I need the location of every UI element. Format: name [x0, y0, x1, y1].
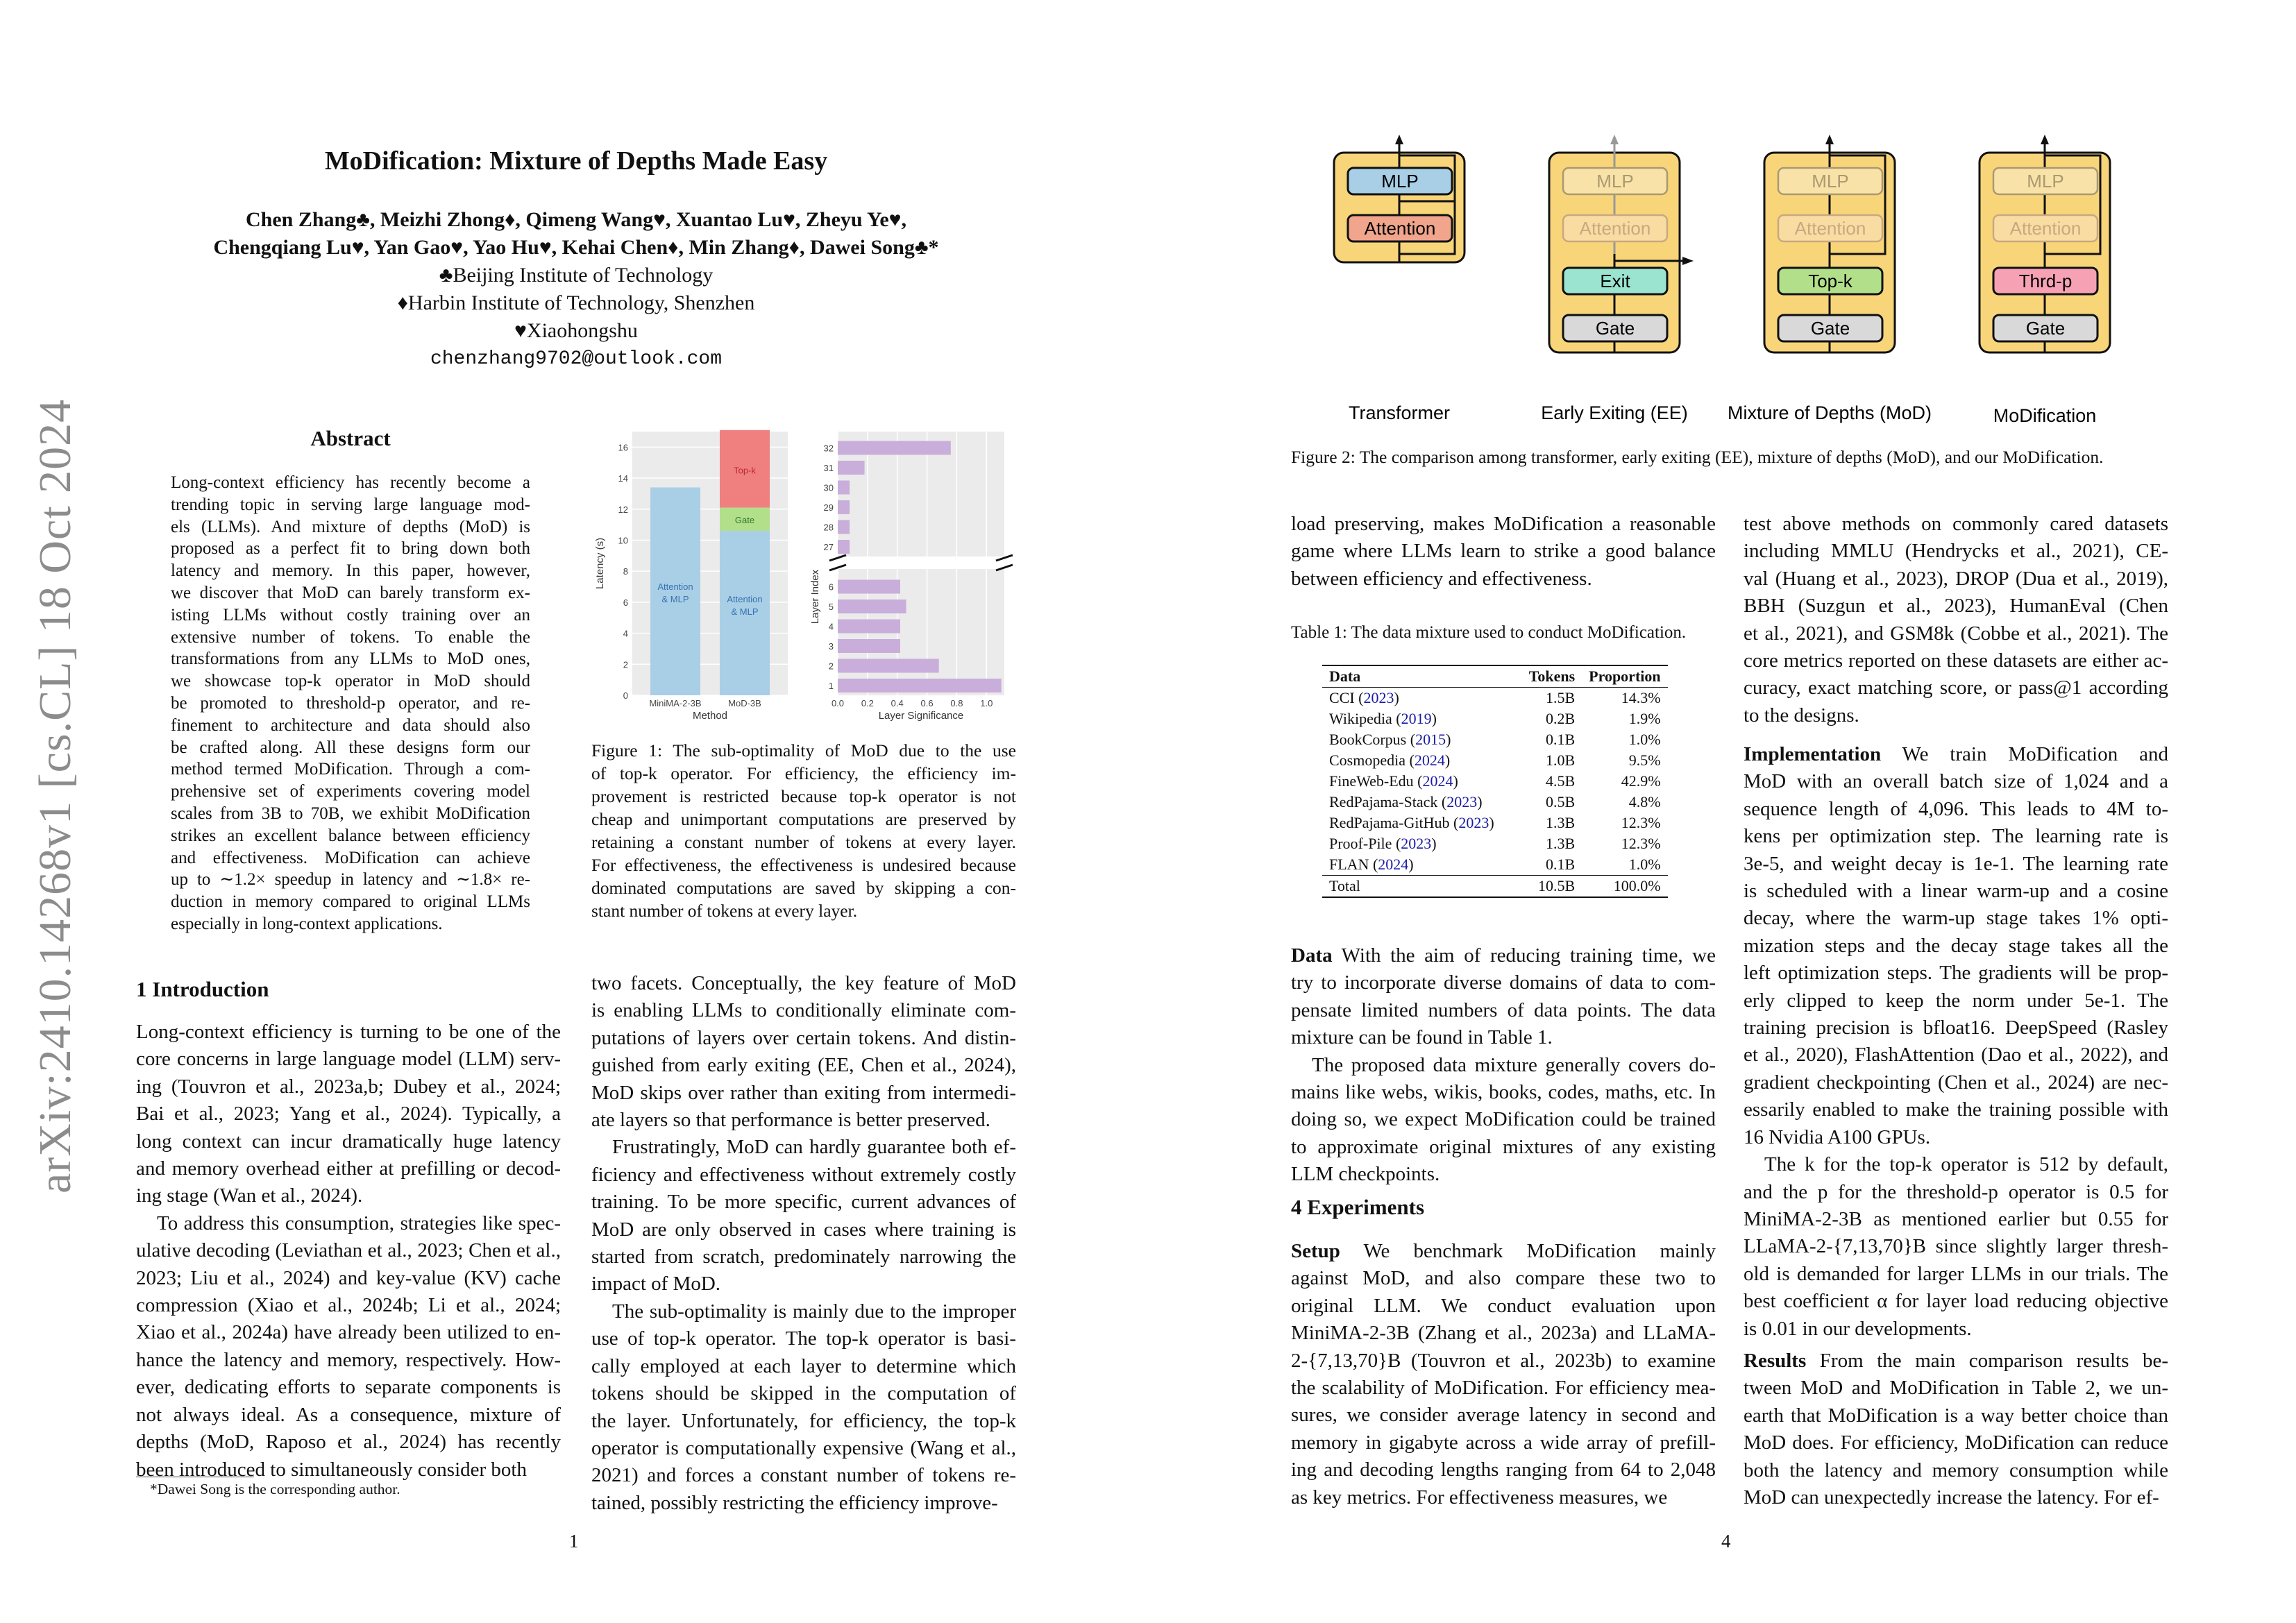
- x-axis-label: Method: [692, 710, 728, 722]
- text-line: sequence length of 4,096. This leads to 4M to-: [1744, 797, 2168, 820]
- text-line: game where LLMs learn to strike a good balance: [1291, 540, 1716, 563]
- y-axis-label: Latency (s): [594, 537, 606, 590]
- text-line: two facets. Conceptually, the key feature of MoD: [591, 972, 1016, 994]
- table-header-data: Data: [1329, 668, 1361, 685]
- svg-text:Attention: Attention: [2009, 218, 2082, 239]
- modification-diagram: [1980, 135, 2110, 352]
- bar: [838, 659, 939, 673]
- y-tick-label: 8: [623, 566, 628, 577]
- text-line: earth that MoDification is a way better choice than: [1744, 1404, 2168, 1427]
- table-cell: 0.1B: [1545, 856, 1576, 873]
- implementation-paragraph: [1744, 741, 2168, 1343]
- table-cell: 1.0%: [1628, 731, 1661, 748]
- text-line: transformations from any LLMs to MoD ones,: [171, 649, 530, 669]
- text-line: Setup We benchmark MoDification mainly: [1291, 1240, 1716, 1262]
- text-line: core concerns in large language model (LLM) serv-: [136, 1048, 561, 1071]
- text-line: core metrics reported on these datasets are either ac-: [1744, 649, 2168, 672]
- text-line: stant number of tokens at every layer.: [591, 901, 858, 921]
- text-line: MiniMA-2-3B as mentioned earlier but 0.55 for: [1744, 1207, 2168, 1230]
- text-line: compression (Xiao et al., 2024b; Li et al., 2024;: [136, 1294, 561, 1317]
- table-total-proportion: 100.0%: [1613, 877, 1661, 894]
- y-tick-label: 29: [823, 502, 834, 513]
- svg-text:Attention: Attention: [1794, 218, 1866, 239]
- bar: [838, 639, 900, 653]
- right-col2-text: [1744, 511, 2168, 729]
- text-line: ficiency and effectiveness without extremely costly: [591, 1163, 1016, 1186]
- y-tick-label: 3: [828, 641, 834, 652]
- text-line: memory in gigabyte across a wide array of prefill-: [1291, 1431, 1716, 1454]
- svg-text:Top-k: Top-k: [1808, 271, 1852, 291]
- text-line: to the designs.: [1744, 704, 1859, 726]
- transformer-diagram: [1334, 135, 1464, 262]
- table-cell: FLAN (2024): [1329, 856, 1414, 873]
- table-total-label: Total: [1329, 877, 1360, 894]
- table-cell: RedPajama-GitHub (2023): [1329, 814, 1494, 831]
- y-tick-label: 4: [623, 628, 628, 639]
- text-line: of top-k operator. For efficiency, the efficiency im-: [591, 763, 1016, 783]
- text-line: Implementation We train MoDification and: [1744, 743, 2168, 765]
- text-line: not always ideal. As a consequence, mixture of: [136, 1403, 561, 1426]
- early-exiting-diagram: [1549, 135, 1694, 352]
- attention-label: Attention: [1364, 218, 1436, 239]
- text-line: impact of MoD.: [591, 1273, 721, 1295]
- intro-text: [136, 1019, 561, 1484]
- text-line: duction in memory compared to original LLMs: [171, 892, 530, 912]
- text-line: hance the latency and memory, respectively. How-: [136, 1348, 561, 1371]
- table-1-caption: Table 1: The data mixture used to conduct MoDification.: [1291, 623, 1687, 642]
- bar: [838, 520, 850, 534]
- text-line: kens per optimization step. The learning rate is: [1744, 825, 2168, 848]
- text-line: erly clipped to keep the norm under 5e-1. The: [1744, 989, 2168, 1012]
- text-line: been introduced to simultaneously consider both: [136, 1458, 527, 1481]
- table-cell: 1.5B: [1545, 689, 1576, 706]
- affiliation-1: ♣Beijing Institute of Technology: [439, 264, 714, 287]
- text-line: ing stage (Wan et al., 2024).: [136, 1184, 363, 1207]
- text-line: extensive number of tokens. To enable the: [171, 627, 530, 647]
- text-line: guished from early exiting (EE, Chen et al., 2024),: [591, 1054, 1016, 1077]
- table-row: [1322, 854, 1668, 876]
- table-row: [1322, 708, 1668, 729]
- table-cell: 12.3%: [1621, 814, 1661, 831]
- mlp-label: MLP: [1381, 171, 1419, 192]
- text-line: ever, dedicating efforts to separate components is: [136, 1376, 561, 1399]
- page-number-left: 1: [569, 1531, 579, 1552]
- x-tick-label: 0.6: [920, 698, 934, 708]
- text-line: between efficiency and effectiveness.: [1291, 567, 1592, 590]
- y-tick-label: 10: [618, 535, 628, 546]
- bar: [838, 540, 850, 554]
- table-row: [1322, 813, 1668, 833]
- table-header-tokens: Tokens: [1528, 668, 1576, 685]
- abstract-heading: Abstract: [310, 426, 391, 450]
- text-line: els (LLMs). And mixture of depths (MoD) is: [171, 517, 530, 536]
- text-line: MoD skips over rather than exiting from intermedi-: [591, 1081, 1016, 1104]
- svg-text:Thrd-p: Thrd-p: [2018, 271, 2073, 291]
- x-tick-label: MoD-3B: [728, 698, 761, 708]
- text-line: and effectiveness. MoDification can achieve: [171, 848, 530, 867]
- table-1: [1322, 665, 1668, 898]
- text-line: up to ∼1.2× speedup in latency and ∼1.8× re-: [171, 870, 530, 890]
- figure-1-caption: [591, 739, 1016, 922]
- table-cell: 0.1B: [1545, 731, 1576, 748]
- text-line: Long-context efficiency has recently become a: [171, 473, 530, 492]
- text-line: use of top-k operator. The top-k operator is basi-: [591, 1327, 1016, 1350]
- svg-text:Exit: Exit: [1600, 271, 1630, 291]
- text-line: The sub-optimality is mainly due to the improper: [612, 1300, 1016, 1323]
- table-cell: 1.9%: [1628, 710, 1661, 727]
- text-line: prehensive set of experiments covering model: [171, 782, 530, 801]
- text-line: putations of layers over certain tokens. And distin-: [591, 1026, 1016, 1049]
- table-row: [1322, 750, 1668, 771]
- text-line: we discover that MoD can barely transform ex-: [171, 583, 530, 602]
- bar: [838, 461, 865, 475]
- y-tick-label: 16: [618, 442, 628, 453]
- text-line: doing so, we expect MoDification could be trained: [1291, 1108, 1716, 1131]
- table-cell: 42.9%: [1621, 772, 1661, 790]
- y-tick-label: 28: [823, 522, 834, 533]
- data-paragraph: [1291, 942, 1716, 1189]
- text-line: is scheduled with a linear warm-up and a cosine: [1744, 880, 2168, 903]
- text-line: mization steps and the decay stage takes all the: [1744, 934, 2168, 957]
- table-cell: 1.0%: [1628, 856, 1661, 873]
- text-line: 2-{7,13,70}B (Touvron et al., 2023b) to examine: [1291, 1349, 1716, 1372]
- experiments-heading: 4 Experiments: [1291, 1195, 1425, 1219]
- y-tick-label: 1: [828, 681, 834, 691]
- text-line: curacy, exact matching score, or pass@1 according: [1744, 677, 2168, 699]
- footnote: *Dawei Song is the corresponding author.: [150, 1481, 400, 1497]
- text-line: 2021) and forces a constant number of tokens re-: [591, 1464, 1016, 1487]
- text-line: tween MoD and MoDification in Table 2, we un-: [1744, 1377, 2168, 1400]
- text-line: is 0.01 in our developments.: [1744, 1317, 1972, 1340]
- mixture-of-depths-diagram: [1764, 135, 1895, 352]
- left-page-column-2-text: [591, 970, 1016, 1517]
- text-line: The k for the top-k operator is 512 by default,: [1764, 1153, 2168, 1176]
- text-line: Figure 1: The sub-optimality of MoD due to the use: [591, 740, 1016, 760]
- table-cell: 1.0B: [1545, 751, 1576, 769]
- affiliation-3: ♥Xiaohongshu: [514, 319, 638, 342]
- paper-title: MoDification: Mixture of Depths Made Easy: [324, 146, 828, 176]
- x-axis-label: Layer Significance: [878, 710, 964, 722]
- text-line: isting LLMs without costly training over an: [171, 605, 530, 624]
- text-line: is enabling LLMs to conditionally eliminate com-: [591, 999, 1016, 1022]
- text-line: 2023; Liu et al., 2024) and key-value (KV) cache: [136, 1266, 561, 1289]
- setup-paragraph: [1291, 1238, 1716, 1511]
- bar: [838, 580, 900, 594]
- text-line: provement is restricted because top-k operator is not: [591, 786, 1016, 806]
- page-number-right: 4: [1721, 1531, 1731, 1552]
- text-line: and the p for the threshold-p operator is 0.5 for: [1744, 1180, 2168, 1203]
- table-cell: 0.5B: [1545, 793, 1576, 810]
- table-cell: Proof-Pile (2023): [1329, 835, 1437, 852]
- y-tick-label: 14: [618, 473, 628, 484]
- text-line: the scalability of MoDification. For efficiency mea-: [1291, 1377, 1716, 1400]
- text-line: both the latency and memory consumption while: [1744, 1459, 2168, 1481]
- text-line: best coefficient α for layer load reducing objective: [1744, 1290, 2168, 1313]
- text-line: load preserving, makes MoDification a reasonable: [1291, 513, 1716, 535]
- text-line: finement to architecture and data should also: [171, 715, 530, 735]
- table-cell: BookCorpus (2015): [1329, 731, 1451, 748]
- text-line: left optimization steps. The gradients will be prop-: [1744, 962, 2168, 985]
- bar: [838, 600, 906, 613]
- text-line: to approximate original mixtures of any existing: [1291, 1135, 1716, 1158]
- affiliation-2: ♦Harbin Institute of Technology, Shenzhen: [397, 291, 755, 314]
- authors-line-2: Chengqiang Lu♥, Yan Gao♥, Yao Hu♥, Kehai Chen♦, Min Zhang♦, Dawei Song♣*: [213, 236, 939, 259]
- text-line: et al., 2020), FlashAttention (Dao et al., 2022), and: [1744, 1044, 2168, 1067]
- svg-text:Gate: Gate: [1810, 318, 1850, 339]
- text-line: Results From the main comparison results be-: [1744, 1350, 2168, 1372]
- abstract-text: [171, 472, 530, 935]
- bar: [838, 481, 850, 495]
- text-line: latency and memory. In this paper, however,: [171, 561, 530, 581]
- text-line: scales from 3B to 70B, we exhibit MoDification: [171, 804, 530, 823]
- text-line: cheap and unimportant computations are preserved by: [591, 809, 1016, 829]
- text-line: long context can incur dramatically huge latency: [136, 1130, 561, 1153]
- right-col1-top-text: [1291, 511, 1716, 593]
- table-cell: 12.3%: [1621, 835, 1661, 852]
- table-cell: 4.5B: [1545, 772, 1576, 790]
- text-line: strikes an excellent balance between efficiency: [171, 826, 530, 845]
- table-cell: Wikipedia (2019): [1329, 710, 1437, 727]
- text-line: training. To be more specific, current advances of: [591, 1191, 1016, 1214]
- text-line: including MMLU (Hendrycks et al., 2021), CE-: [1744, 540, 2168, 563]
- table-row: [1322, 833, 1668, 854]
- text-line: 3e-5, and weight decay is 1e-1. The learning rate: [1744, 852, 2168, 875]
- text-line: as key metrics. For effectiveness measures, we: [1291, 1486, 1668, 1509]
- table-cell: Cosmopedia (2024): [1329, 751, 1451, 769]
- intro-heading: 1 Introduction: [136, 977, 269, 1001]
- y-tick-label: 0: [623, 690, 628, 701]
- text-line: Xiao et al., 2024a) have already been utilized to en-: [136, 1321, 561, 1344]
- arxiv-identifier: arXiv:2410.14268v1 [cs.CL] 18 Oct 2024: [30, 398, 81, 1193]
- table-row: [1322, 729, 1668, 750]
- text-line: test above methods on commonly cared datasets: [1744, 513, 2168, 535]
- text-line: depths (MoD, Raposo et al., 2024) has recently: [136, 1431, 561, 1454]
- x-tick-label: 0.2: [861, 698, 874, 708]
- x-tick-label: 0.8: [950, 698, 963, 708]
- y-tick-label: 12: [618, 504, 628, 515]
- bar: [838, 441, 951, 455]
- svg-text:MLP: MLP: [2027, 171, 2064, 192]
- text-line: started from scratch, predominately narrowing the: [591, 1246, 1016, 1268]
- x-tick-label: 0.0: [831, 698, 845, 708]
- results-paragraph: [1744, 1348, 2168, 1511]
- y-axis-label: Layer Index: [809, 569, 821, 624]
- text-line: ulative decoding (Leviathan et al., 2023; Chen et al.,: [136, 1239, 561, 1262]
- table-cell: 1.3B: [1545, 814, 1576, 831]
- x-tick-label: 0.4: [890, 698, 904, 708]
- text-line: especially in long-context applications.: [171, 914, 443, 933]
- email: chenzhang9702@outlook.com: [430, 348, 723, 370]
- bar-label: & MLP: [661, 593, 689, 604]
- text-line: BBH (Suzgun et al., 2023), HumanEval (Chen: [1744, 595, 2168, 618]
- svg-text:MLP: MLP: [1812, 171, 1849, 192]
- text-line: dominated computations are saved by skipping a con-: [591, 878, 1016, 898]
- figure-1: [593, 423, 1024, 729]
- y-tick-label: 6: [623, 597, 628, 608]
- text-line: old is demanded for larger LLMs in our trials. The: [1744, 1262, 2168, 1285]
- text-line: MoD does. For efficiency, MoDification can reduce: [1744, 1431, 2168, 1454]
- y-tick-label: 6: [828, 581, 834, 593]
- svg-text:Gate: Gate: [1595, 318, 1635, 339]
- text-line: val (Huang et al., 2023), DROP (Dua et al., 2019),: [1744, 567, 2168, 590]
- bar-label: Gate: [734, 514, 755, 525]
- text-line: ate layers so that performance is better preserved.: [591, 1109, 990, 1132]
- text-line: 16 Nvidia A100 GPUs.: [1744, 1125, 1931, 1148]
- svg-text:Attention: Attention: [1579, 218, 1651, 239]
- y-tick-label: 5: [828, 602, 834, 612]
- bar-label: Attention: [727, 593, 763, 604]
- text-line: mains like webs, wikis, books, codes, maths, etc. In: [1291, 1081, 1716, 1104]
- text-line: and memory overhead either at prefilling or decod-: [136, 1157, 561, 1180]
- text-line: For effectiveness, the effectiveness is undesired because: [591, 855, 1016, 875]
- text-line: try to incorporate diverse domains of data to com-: [1291, 971, 1716, 994]
- text-line: tained, possibly restricting the efficiency improve-: [591, 1491, 998, 1514]
- bar-label: & MLP: [731, 606, 759, 617]
- layer-significance-chart: [809, 432, 1013, 722]
- text-line: trending topic in serving large language mod-: [171, 495, 530, 514]
- table-row: [1322, 771, 1668, 792]
- text-line: Long-context efficiency is turning to be one of the: [136, 1021, 561, 1043]
- table-cell: RedPajama-Stack (2023): [1329, 793, 1483, 810]
- table-header-proportion: Proportion: [1589, 668, 1661, 685]
- table-total-tokens: 10.5B: [1537, 877, 1576, 894]
- text-line: cally employed at each layer to determine which: [591, 1354, 1016, 1377]
- x-tick-label: MiniMA-2-3B: [649, 698, 702, 708]
- figure-2: [1319, 132, 2152, 437]
- table-cell: 4.8%: [1628, 793, 1661, 810]
- table-cell: 0.2B: [1545, 710, 1576, 727]
- authors-line-1: Chen Zhang♣, Meizhi Zhong♦, Qimeng Wang♥, Xuantao Lu♥, Zheyu Ye♥,: [246, 208, 906, 231]
- table-cell: FineWeb-Edu (2024): [1329, 772, 1458, 790]
- text-line: MiniMA-2-3B (Zhang et al., 2023a) and LLaMA-: [1291, 1322, 1716, 1345]
- table-row: [1322, 792, 1668, 813]
- text-line: original LLM. We conduct evaluation upon: [1291, 1294, 1716, 1317]
- bar-label: Attention: [657, 581, 693, 592]
- y-tick-label: 32: [823, 443, 834, 454]
- y-tick-label: 2: [828, 661, 834, 672]
- text-line: against MoD, and also compare these two to: [1291, 1267, 1716, 1290]
- text-line: To address this consumption, strategies like spec-: [157, 1212, 561, 1234]
- text-line: LLM checkpoints.: [1291, 1163, 1440, 1186]
- bar: [838, 620, 900, 634]
- bar-label: Top-k: [734, 465, 756, 476]
- latency-chart: [594, 430, 788, 722]
- text-line: Bai et al., 2023; Yang et al., 2024). Typically, a: [136, 1103, 561, 1125]
- y-tick-label: 27: [823, 542, 834, 552]
- text-line: training precision is bfloat16. DeepSpeed (Rasley: [1744, 1017, 2168, 1039]
- y-tick-label: 30: [823, 482, 834, 493]
- text-line: gradient checkpointing (Chen et al., 2024) are nec-: [1744, 1071, 2168, 1094]
- label-mod: Mixture of Depths (MoD): [1727, 402, 1932, 423]
- text-line: Frustratingly, MoD can hardly guarantee both ef-: [612, 1136, 1016, 1159]
- svg-text:MLP: MLP: [1596, 171, 1634, 192]
- text-line: MoD can unexpectedly increase the latency. For ef-: [1744, 1486, 2159, 1509]
- text-line: MoD with an overall batch size of 1,024 and a: [1744, 770, 2168, 793]
- table-row: [1322, 688, 1668, 709]
- text-line: proposed as a perfect fit to bring down both: [171, 539, 530, 559]
- text-line: sures, we consider average latency in second and: [1291, 1404, 1716, 1427]
- label-transformer: Transformer: [1348, 402, 1451, 423]
- text-line: essarily enabled to make the training possible with: [1744, 1098, 2168, 1121]
- y-tick-label: 31: [823, 463, 834, 473]
- x-tick-label: 1.0: [980, 698, 993, 708]
- text-line: decay, where the warm-up stage takes 1% opti-: [1744, 907, 2168, 930]
- figure-2-caption: Figure 2: The comparison among transformer, early exiting (EE), mixture of depths (MoD), and our MoDification.: [1291, 447, 2104, 467]
- table-cell: 1.3B: [1545, 835, 1576, 852]
- table-cell: CCI (2023): [1329, 689, 1399, 706]
- text-line: be promoted to threshold-p operator, and re-: [171, 693, 530, 713]
- label-early-exiting: Early Exiting (EE): [1541, 402, 1688, 423]
- text-line: ing and decoding lengths ranging from 64 to 2,048: [1291, 1459, 1716, 1481]
- bar: [838, 679, 1002, 692]
- text-line: we showcase top-k operator in MoD should: [171, 672, 530, 691]
- text-line: mixture can be found in Table 1.: [1291, 1026, 1553, 1049]
- text-line: be crafted along. All these designs form our: [171, 738, 530, 757]
- text-line: et al., 2021), and GSM8k (Cobbe et al., 2021). The: [1744, 622, 2168, 645]
- svg-text:Gate: Gate: [2025, 318, 2066, 339]
- text-line: retaining a constant number of tokens at every layer.: [591, 832, 1016, 852]
- y-tick-label: 2: [623, 659, 628, 670]
- text-line: Data With the aim of reducing training time, we: [1291, 944, 1716, 967]
- text-line: the layer. Unfortunately, for efficiency, the top-k: [591, 1409, 1016, 1432]
- text-line: The proposed data mixture generally covers do-: [1312, 1053, 1716, 1076]
- text-line: method termed MoDification. Through a com-: [171, 760, 530, 779]
- bar: [838, 500, 850, 514]
- text-line: LLaMA-2-{7,13,70}B since slightly larger thresh-: [1744, 1235, 2168, 1258]
- table-cell: 9.5%: [1628, 751, 1661, 769]
- table-cell: 14.3%: [1621, 689, 1661, 706]
- text-line: pensate limited numbers of data points. The data: [1291, 999, 1716, 1021]
- text-line: ing (Touvron et al., 2023a,b; Dubey et al., 2024;: [136, 1075, 561, 1098]
- text-line: MoD are only observed in cases where training is: [591, 1218, 1016, 1241]
- text-line: operator is computationally expensive (Wang et al.,: [591, 1436, 1016, 1459]
- text-line: tokens should be skipped in the computation of: [591, 1382, 1016, 1405]
- label-modification: MoDification: [1993, 405, 2097, 426]
- y-tick-label: 4: [828, 621, 834, 632]
